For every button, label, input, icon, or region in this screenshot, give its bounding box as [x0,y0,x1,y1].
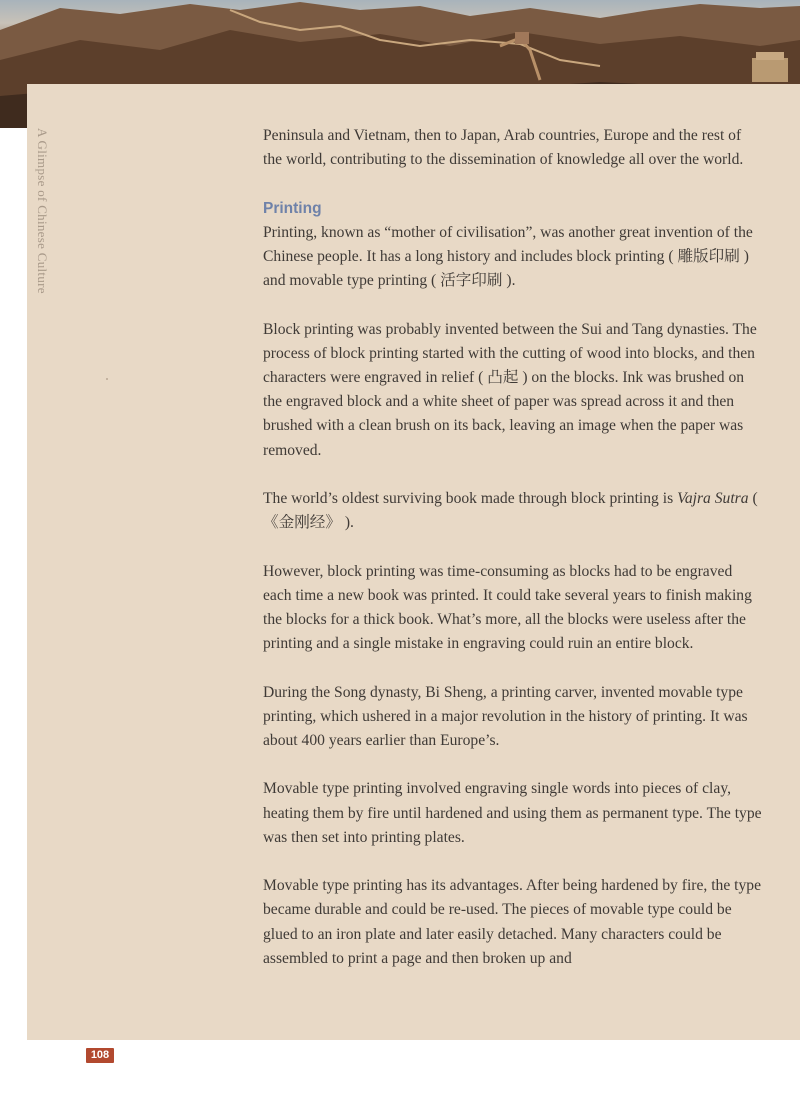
speck [106,378,108,380]
vajra-sutra-title: Vajra Sutra [677,490,749,507]
body-text [263,124,763,995]
paragraph-continuation: Peninsula and Vietnam, then to Japan, Arab countries, Europe and the rest of the world, contributing to the dissemination of knowledge all over the world. [263,127,744,169]
paragraph-bi-sheng: During the Song dynasty, Bi Sheng, a printing carver, invented movable type printing, which ushered in a major revolution in the history of printing. It was about 400 years earlier than Europe’s. [263,683,748,749]
paragraph-block-drawbacks: However, block printing was time-consuming as blocks had to be engraved each time a new book was printed. It could take several years to finish making the blocks for a thick book. What’s more, all the blocks were useless after the printing and a single mistake in engraving could ruin an entire block. [263,562,752,653]
side-caption-text: A Glimpse of Chinese Culture [35,128,50,294]
paragraph-vajra-sutra [263,487,763,535]
paragraph-block-printing: Block printing was probably invented between the Sui and Tang dynasties. The process of block printing started with the cutting of wood into blocks, and then characters were engraved in relief ( 凸起 ) on the blocks. Ink was brushed on the engraved block and a white sheet of paper was spread across it and then brushed with a clean brush on its back, leaving an image when the paper was removed. [263,320,757,459]
vajra-text-after: ( 《金刚经》 ). [263,490,758,532]
paragraph-printing-intro: Printing, known as “mother of civilisation”, was another great invention of the Chinese people. It has a long history and includes block printing ( 雕版印刷 ) and movable type printing ( 活字印刷 ). [263,223,753,290]
section-heading-printing: Printing [263,199,322,217]
running-header-vertical [34,128,54,298]
page-number-badge: 108 [86,1048,114,1063]
vajra-text-before: The world’s oldest surviving book made through block printing is [263,490,678,507]
paragraph-movable-type-process: Movable type printing involved engraving single words into pieces of clay, heating them by fire until hardened and using them as permanent type. The type was then set into printing plates. [263,780,762,846]
paragraph-movable-type-advantages: Movable type printing has its advantages. After being hardened by fire, the type became durable and could be re-used. The pieces of movable type could be glued to an iron plate and later easily detached. Many characters could be assembled to print a page and then broken up and [263,877,761,967]
